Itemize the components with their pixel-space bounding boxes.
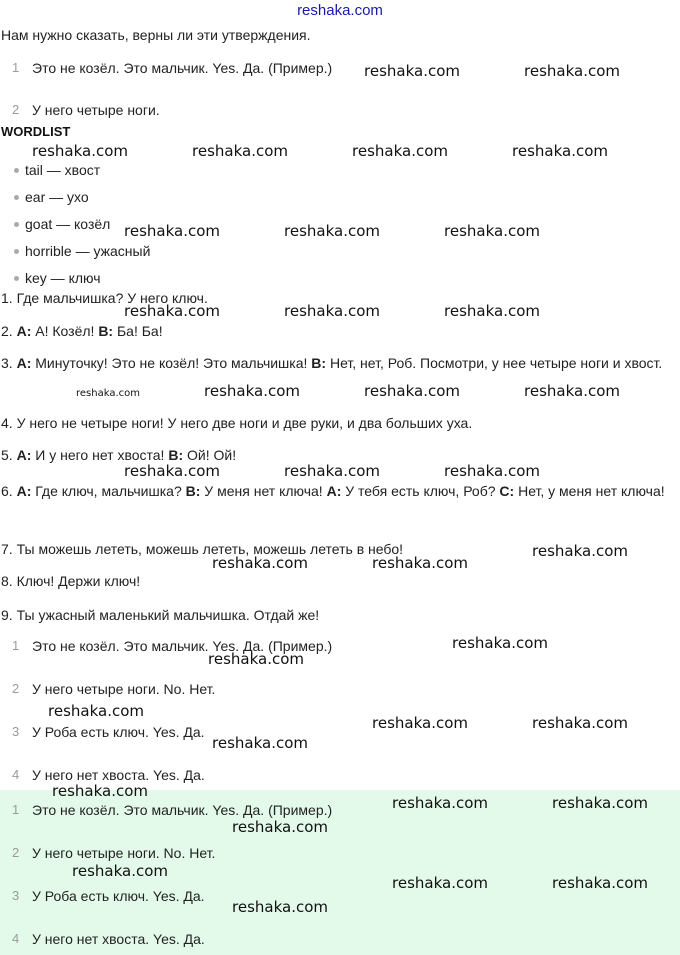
wordlist-item-text: tail — хвост xyxy=(25,162,101,178)
bullet-icon xyxy=(14,249,19,254)
translation-line xyxy=(1,318,678,345)
item-number: 3 xyxy=(12,724,20,739)
line-text: А! Козёл! xyxy=(31,323,99,339)
intro-text: Нам нужно сказать, верны ли эти утверждения. xyxy=(1,27,311,43)
line-text: Нет, у меня нет ключа! xyxy=(514,483,665,499)
watermark: reshaka.com xyxy=(76,388,140,399)
watermark: reshaka.com xyxy=(212,554,308,572)
line-text: Ой! Ой! xyxy=(183,447,237,463)
speaker-label: A: xyxy=(16,355,32,371)
speaker-label: B: xyxy=(168,447,184,463)
watermark: reshaka.com xyxy=(48,702,144,720)
watermark: reshaka.com xyxy=(524,62,620,80)
watermark: reshaka.com xyxy=(32,142,128,160)
bullet-icon xyxy=(14,222,19,227)
watermark: reshaka.com xyxy=(444,462,540,480)
line-text: Ты ужасный маленький мальчишка. Отдай же! xyxy=(16,607,320,623)
speaker-label: C: xyxy=(499,483,515,499)
watermark: reshaka.com xyxy=(284,222,380,240)
item-text: Это не козёл. Это мальчик. Yes. Да. (Пример.) xyxy=(32,802,333,818)
item-number: 3 xyxy=(12,888,20,903)
wordlist-item xyxy=(14,216,110,232)
watermark: reshaka.com xyxy=(552,794,648,812)
line-number: 6. xyxy=(1,483,17,499)
watermark: reshaka.com xyxy=(284,462,380,480)
item-text: Это не козёл. Это мальчик. Yes. Да. (Пример.) xyxy=(32,60,333,76)
line-number: 1. xyxy=(1,290,17,306)
speaker-label: A: xyxy=(16,323,32,339)
line-text: Ключ! Держи ключ! xyxy=(16,573,141,589)
line-text: У тебя есть ключ, Роб? xyxy=(341,483,500,499)
watermark: reshaka.com xyxy=(364,382,460,400)
watermark: reshaka.com xyxy=(232,818,328,836)
watermark: reshaka.com xyxy=(392,874,488,892)
line-number: 3. xyxy=(1,355,17,371)
line-text: Ты можешь лететь, можешь лететь, можешь лететь в небо! xyxy=(16,541,404,557)
wordlist-item-text: goat — козёл xyxy=(25,216,111,232)
translation-line xyxy=(1,568,678,595)
watermark: reshaka.com xyxy=(124,462,220,480)
watermark: reshaka.com xyxy=(392,794,488,812)
wordlist-item xyxy=(14,189,89,205)
item-number: 1 xyxy=(12,638,20,653)
speaker-label: A: xyxy=(16,447,32,463)
item-number: 4 xyxy=(12,931,20,946)
watermark: reshaka.com xyxy=(452,634,548,652)
item-number: 1 xyxy=(12,60,20,75)
watermark: reshaka.com xyxy=(284,302,380,320)
watermark: reshaka.com xyxy=(444,302,540,320)
item-number: 4 xyxy=(12,767,20,782)
line-number: 9. xyxy=(1,607,17,623)
item-text: Это не козёл. Это мальчик. Yes. Да. (Пример.) xyxy=(32,638,333,654)
item-text: У Роба есть ключ. Yes. Да. xyxy=(32,724,205,740)
item-text: У него четыре ноги. No. Нет. xyxy=(32,681,216,697)
watermark: reshaka.com xyxy=(512,142,608,160)
wordlist-item xyxy=(14,162,100,178)
item-number: 1 xyxy=(12,802,20,817)
watermark: reshaka.com xyxy=(552,874,648,892)
bullet-icon xyxy=(14,195,19,200)
line-number: 4. xyxy=(1,415,17,431)
watermark: reshaka.com xyxy=(532,542,628,560)
item-text: У него четыре ноги. xyxy=(32,102,160,118)
wordlist-item-text: ear — ухо xyxy=(25,189,89,205)
line-text: И у него нет хвоста! xyxy=(31,447,169,463)
watermark: reshaka.com xyxy=(364,62,460,80)
translation-line xyxy=(1,410,678,437)
line-text: Ба! Ба! xyxy=(113,323,163,339)
speaker-label: A: xyxy=(326,483,342,499)
watermark: reshaka.com xyxy=(124,222,220,240)
speaker-label: B: xyxy=(98,323,114,339)
item-number: 2 xyxy=(12,102,20,117)
line-text: Где мальчишка? У него ключ. xyxy=(16,290,208,306)
wordlist-title: WORDLIST xyxy=(1,124,71,139)
site-header[interactable]: reshaka.com xyxy=(297,2,383,19)
watermark: reshaka.com xyxy=(352,142,448,160)
translation-line xyxy=(1,350,678,377)
wordlist-item xyxy=(14,270,101,286)
line-number: 5. xyxy=(1,447,17,463)
watermark: reshaka.com xyxy=(532,714,628,732)
speaker-label: B: xyxy=(311,355,327,371)
watermark: reshaka.com xyxy=(372,554,468,572)
bullet-icon xyxy=(14,168,19,173)
item-text: У Роба есть ключ. Yes. Да. xyxy=(32,888,205,904)
item-text: У него нет хвоста. Yes. Да. xyxy=(32,767,205,783)
speaker-label: A: xyxy=(16,483,32,499)
watermark: reshaka.com xyxy=(192,142,288,160)
watermark: reshaka.com xyxy=(124,302,220,320)
watermark: reshaka.com xyxy=(444,222,540,240)
line-text: У меня нет ключа! xyxy=(200,483,327,499)
watermark: reshaka.com xyxy=(52,782,148,800)
watermark: reshaka.com xyxy=(208,650,304,668)
watermark: reshaka.com xyxy=(372,714,468,732)
wordlist-item-text: key — ключ xyxy=(25,270,101,286)
watermark: reshaka.com xyxy=(72,862,168,880)
watermark: reshaka.com xyxy=(204,382,300,400)
speaker-label: B: xyxy=(185,483,201,499)
line-number: 2. xyxy=(1,323,17,339)
wordlist-item-text: horrible — ужасный xyxy=(25,243,151,259)
line-number: 8. xyxy=(1,573,17,589)
translation-line xyxy=(1,602,678,629)
item-number: 2 xyxy=(12,681,20,696)
watermark: reshaka.com xyxy=(524,382,620,400)
line-text: У него не четыре ноги! У него две ноги и две руки, и два больших уха. xyxy=(16,415,473,431)
item-text: У него четыре ноги. No. Нет. xyxy=(32,845,216,861)
line-text: Нет, нет, Роб. Посмотри, у нее четыре ноги и хвост. xyxy=(326,355,663,371)
watermark: reshaka.com xyxy=(232,898,328,916)
translation-line xyxy=(1,478,678,505)
line-text: Где ключ, мальчишка? xyxy=(31,483,186,499)
line-text: Минуточку! Это не козёл! Это мальчишка! xyxy=(31,355,312,371)
watermark: reshaka.com xyxy=(212,734,308,752)
item-number: 2 xyxy=(12,845,20,860)
line-number: 7. xyxy=(1,541,17,557)
wordlist-item xyxy=(14,243,150,259)
bullet-icon xyxy=(14,276,19,281)
item-text: У него нет хвоста. Yes. Да. xyxy=(32,931,205,947)
